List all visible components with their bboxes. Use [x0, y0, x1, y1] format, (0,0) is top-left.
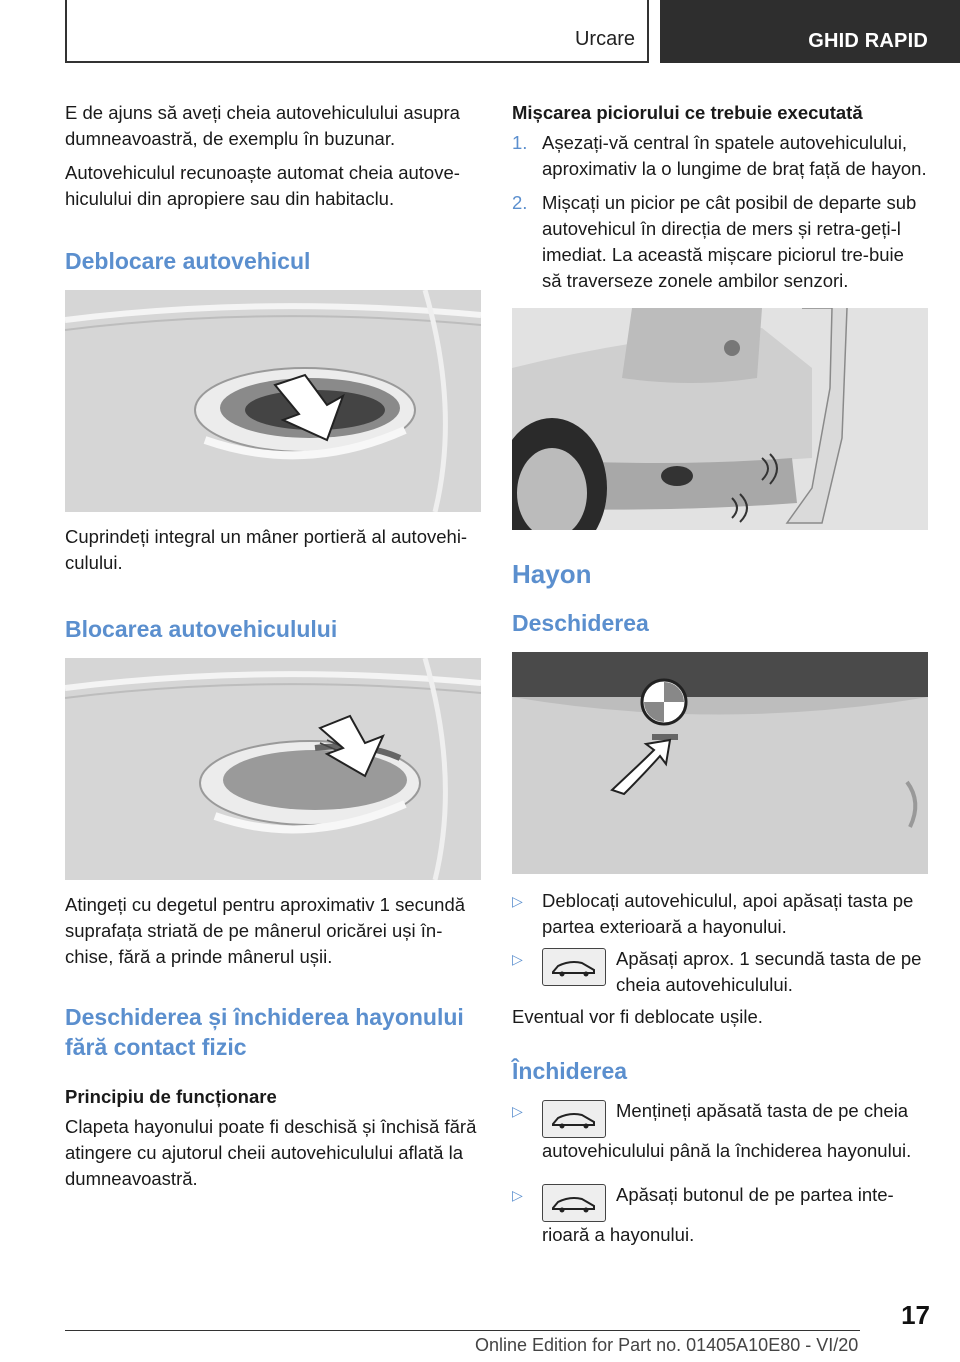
closing-item-text: Mențineți apăsată tasta de pe cheia autovehiculului până la închiderea hayonului. [542, 1100, 912, 1161]
header-section-title: Urcare [574, 28, 635, 50]
opening-item-text: Deblocați autovehiculul, apoi apăsați tasta pe partea exterioară a hayonului. [542, 890, 914, 937]
principle-text: Clapeta hayonului poate fi deschisă și închisă fără atingere cu ajutorul cheii autovehiculului aflată la dumneavoastră. [65, 1116, 477, 1189]
step-number: 2. [512, 192, 528, 213]
footer-edition: Online Edition for Part no. 01405A10E80 - VI/20 [475, 1335, 859, 1355]
left-column [65, 100, 481, 1192]
step-item [512, 190, 928, 294]
footer-divider [65, 1330, 860, 1331]
header-chapter-label: GHID RAPID [808, 30, 928, 52]
page-number: 17 [901, 1300, 930, 1330]
rear-bumper-kick-image [512, 308, 928, 530]
opening-item [512, 946, 928, 998]
triangle-bullet-icon: ▷ [512, 1187, 523, 1203]
unlock-instruction: Cuprindeți integral un mâner portieră al autovehi-culului. [65, 526, 468, 573]
step-text: Mișcați un picior pe cât posibil de departe sub autovehicul în direcția de mers și retra-geți-l imediat. La această mișcare piciorul tre-buie să traverseze zonele ambilor senzori. [542, 192, 917, 291]
principle-heading: Principiu de funcționare [65, 1086, 277, 1107]
header-chapter-tab [660, 0, 960, 63]
lock-heading: Blocarea autovehiculului [65, 616, 338, 642]
opening-item-text: Apăsați aprox. 1 secundă tasta de pe cheia autovehiculului. [616, 948, 922, 995]
tailgate-button-image [512, 652, 928, 874]
step-text: Așezați-vă central în spatele autovehiculului, aproximativ la o lungime de braț față de hayon. [542, 132, 927, 179]
intro-paragraph-1: E de ajuns să aveți cheia autovehiculului asupra dumneavoastră, de exemplu în buzunar. [65, 102, 460, 149]
closing-item [512, 1098, 928, 1164]
step-number: 1. [512, 132, 528, 153]
foot-motion-heading: Mișcarea piciorului ce trebuie executată [512, 102, 863, 123]
key-tailgate-button-icon [542, 948, 606, 986]
triangle-bullet-icon: ▷ [512, 893, 523, 909]
closing-item-text: Apăsați butonul de pe partea inte-rioară a hayonului. [542, 1184, 894, 1245]
closing-item [512, 1182, 928, 1248]
opening-note: Eventual vor fi deblocate ușile. [512, 1006, 763, 1027]
tailgate-inner-button-icon [542, 1184, 606, 1222]
handsfree-tailgate-heading: Deschiderea și închiderea hayonului fără contact fizic [65, 1004, 464, 1060]
intro-paragraph-2: Autovehiculul recunoaște automat cheia autove-hiculului din apropiere sau din habitaclu. [65, 162, 460, 209]
opening-item [512, 888, 928, 940]
opening-list [512, 888, 928, 998]
unlock-heading: Deblocare autovehicul [65, 248, 311, 274]
door-handle-lock-image [65, 658, 481, 880]
closing-heading: Închiderea [512, 1058, 628, 1084]
foot-motion-steps [512, 130, 928, 294]
lock-instruction: Atingeți cu degetul pentru aproximativ 1 secundă suprafața striată de pe mânerul oricărei uși în-chise, fără a prinde mânerul ușii. [65, 894, 466, 967]
header-section-box [65, 0, 649, 63]
triangle-bullet-icon: ▷ [512, 951, 523, 967]
opening-heading: Deschiderea [512, 610, 649, 636]
right-column [512, 100, 928, 1254]
triangle-bullet-icon: ▷ [512, 1103, 523, 1119]
step-item [512, 130, 928, 182]
closing-list [512, 1098, 928, 1248]
tailgate-heading: Hayon [512, 559, 592, 589]
key-tailgate-button-icon [542, 1100, 606, 1138]
door-handle-unlock-image [65, 290, 481, 512]
